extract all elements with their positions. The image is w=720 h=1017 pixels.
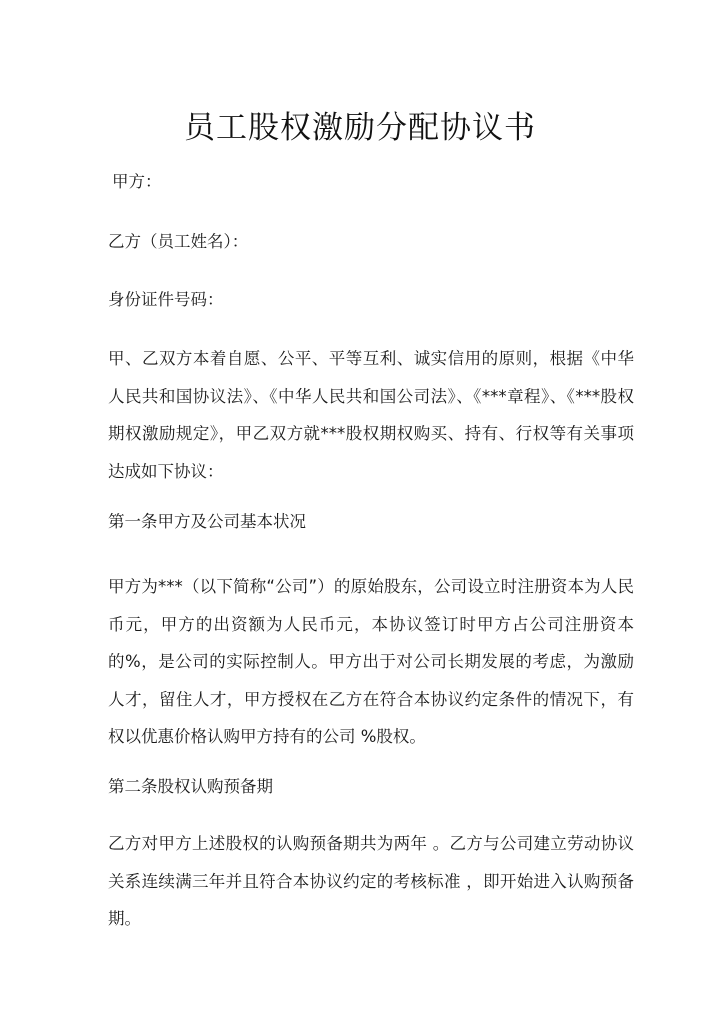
preamble-paragraph: 甲、乙双方本着自愿、公平、平等互利、诚实信用的原则，根据《中华人民共和国协议法》、《中华人民共和国公司法》、《***章程》、《***股权期权激励规定》，甲乙双方就***股权期权购买、持有、行权等有关事项达成如下协议：	[108, 349, 634, 481]
party-a-label: 甲方：	[112, 172, 162, 191]
section-1-heading: 第一条甲方及公司基本状况	[108, 512, 306, 531]
section-2-heading: 第二条股权认购预备期	[108, 777, 273, 796]
section-1-body: 甲方为***（以下简称“公司”）的原始股东，公司设立时注册资本为人民币元，甲方的出资额为人民币元，本协议签订时甲方占公司注册资本的%，是公司的实际控制人。甲方出于对公司长期发展的考虑，为激励人才，留住人才，甲方授权在乙方在符合本协议约定条件的情况下，有权以优惠价格认购甲方持有的公司 %股权。	[108, 577, 634, 746]
section-2-body: 乙方对甲方上述股权的认购预备期共为两年 。乙方与公司建立劳动协议关系连续满三年并且符合本协议约定的考核标准 ，即开始进入认购预备期。	[108, 834, 634, 928]
document-title: 员工股权激励分配协议书	[184, 110, 536, 146]
id-number-label: 身份证件号码：	[108, 290, 224, 309]
party-b-label: 乙方（员工姓名）：	[108, 232, 249, 251]
